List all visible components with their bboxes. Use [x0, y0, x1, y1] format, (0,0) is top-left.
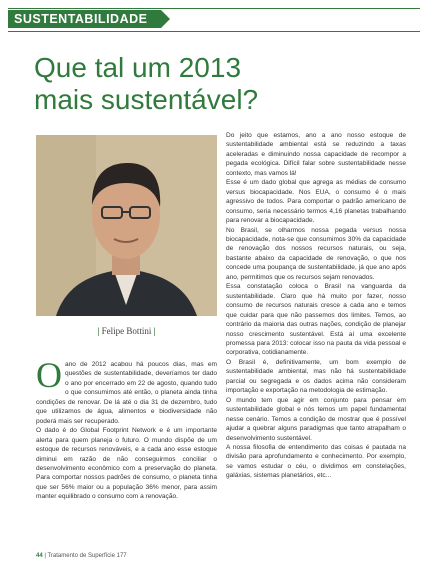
page-number: 44: [36, 553, 43, 559]
author-photo: [36, 135, 217, 316]
footer-separator: |: [44, 553, 46, 559]
paragraph: Do jeito que estamos, ano a ano nosso estoque de sustentabilidade ambiental está se reduzindo a taxas aceleradas e diminuindo nossa capacidade de recompor a pegada ecológica. Difícil falar sobre sustentabilidade nesse contexto, mas vamos lá!: [226, 132, 406, 177]
paragraph: [36, 355, 217, 426]
paragraph: Essa constatação coloca o Brasil na vanguarda da sustentabilidade. Claro que há muito por fazer, nosso consumo de recursos naturais cresce a cada ano e temos que cuidar para que não passemos dos limites. Temos, ao contrário da maioria das outras nações, condição de planejar nosso crescimento sustentável. Está aí uma excelente promessa para 2013: colocar isso na pauta da vida pessoal e corporativa, cotidianamente.: [226, 283, 406, 357]
right-column: [226, 131, 406, 481]
publication-name: Tratamento de Superfície 177: [47, 553, 127, 559]
paragraph: No Brasil, se olharmos nossa pegada versus nossa biocapacidade, nota-se que consumimos 30% da capacidade de renovação dos nossos recursos naturais, ou seja, bastante abaixo da capacidade de renovação, o que nos concede uma poupança de sustentabilidade, já que ano após ano, permitimos que os recursos sejam renovados.: [226, 226, 406, 281]
left-column: [36, 355, 217, 502]
section-label: SUSTENTABILIDADE: [8, 10, 161, 28]
page-title: [34, 52, 414, 116]
paragraph: O Brasil é, definitivamente, um bom exemplo de sustentabilidade ambiental, mas não há sustentabilidade parcial ou segregada e os dados acima não consideram importação e exportação na metodologia de estimação.: [226, 358, 406, 395]
drop-cap: O: [36, 355, 62, 395]
title-line-1: Que tal um 2013: [34, 52, 242, 83]
paragraph: A nossa filosofia de entendimento das coisas é pautada na divisão para aprofundamento e conhecimento. Por exemplo, se vamos estudar o céu, o dividimos em constelações, galáxias, sistemas planetários, etc...: [226, 443, 406, 480]
photo-caption: | Felipe Bottini |: [97, 326, 156, 336]
paragraph-text: ano de 2012 acabou há poucos dias, mas em questões de sustentabilidade, deveríamos ter dado o ano por encerrado em 22 de agosto, quando tudo o que consumimos até então, o planeta ainda tinha condições de renovar. De lá até o dia 31 de dezembro, tudo que utilizamos de água, alimentos e biodiversidade não poderá mais ser recuperado.: [36, 361, 217, 425]
caption-name: Felipe Bottini: [101, 326, 152, 336]
paragraph: Esse é um dado global que agrega as médias de consumo versus biocapacidade. Nos EUA, o consumo é o mais agressivo de todos. Para comportar o padrão americano de consumo, seria necessário termos 4,16 planetas trabalhando para renovar a biocapacidade.: [226, 179, 406, 225]
title-line-2: mais sustentável?: [34, 84, 259, 115]
page-footer: [36, 553, 127, 559]
paragraph: O dado é do Global Footprint Network e é um importante alerta para quem planeja o futuro. O mundo dispõe de um estoque de recursos renováveis, e a cada ano esse estoque diminui em razão de não conseguirmos conciliar o desenvolvimento econômico com a preservação do planeta. Para comportar nossos padrões de consumo, o planeta tinha que ser 56% maior ou a população 36% menor, para assim manter equilibrado o consumo com a renovação.: [36, 427, 217, 501]
paragraph: O mundo tem que agir em conjunto para pensar em sustentabilidade global e nós temos um papel fundamental nesse cenário. Temos a condição de mostrar que é possível ajudar a quebrar alguns paradigmas que tanto atrapalham o desenvolvimento sustentável.: [226, 396, 406, 442]
